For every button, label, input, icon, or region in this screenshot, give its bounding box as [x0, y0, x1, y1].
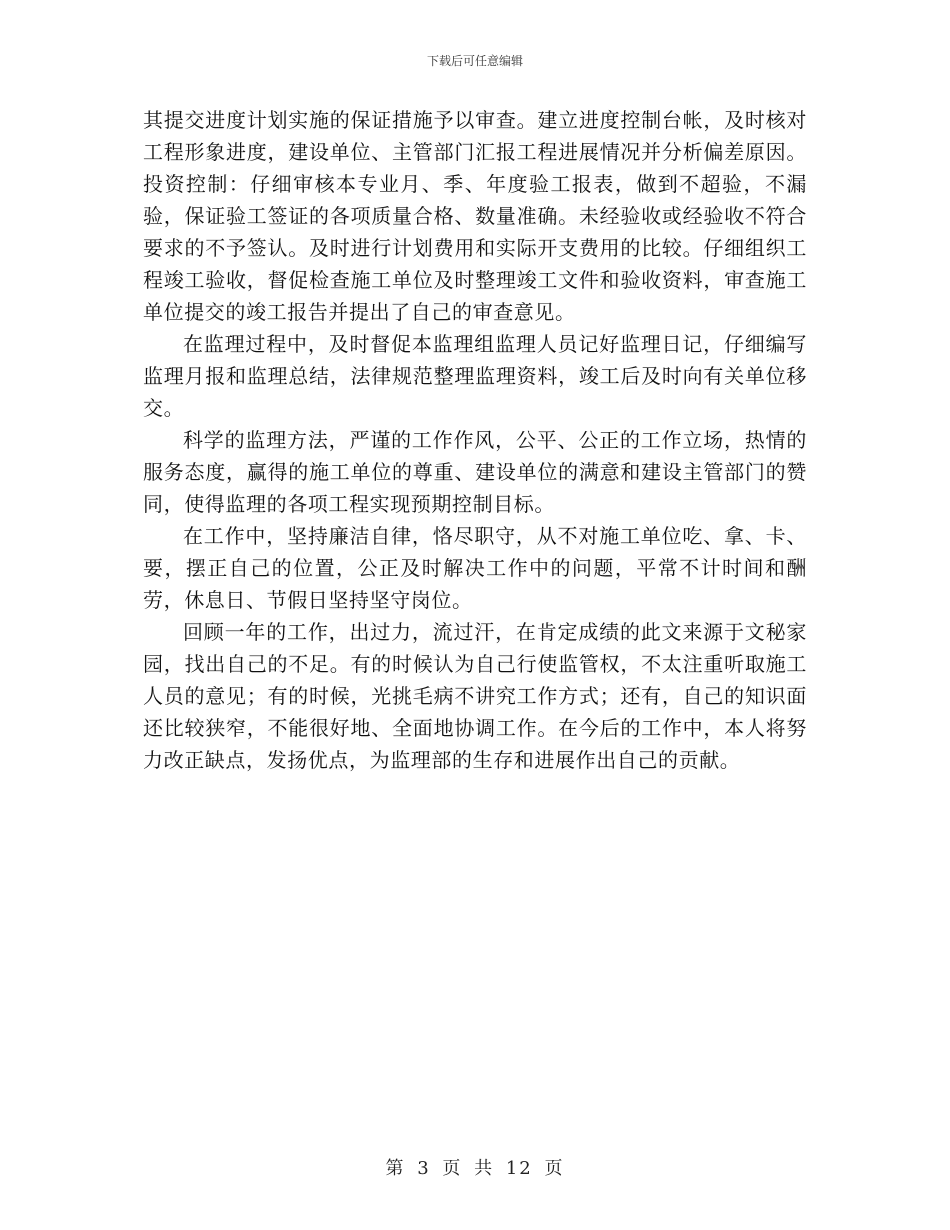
document-body: [143, 104, 807, 776]
body-paragraph-3: 科学的监理方法，严谨的工作作风，公平、公正的工作立场，热情的服务态度，赢得的施工单位的尊重、建设单位的满意和建设主管部门的赞同，使得监理的各项工程实现预期控制目标。: [143, 428, 807, 516]
body-paragraph-5: 回顾一年的工作，出过力，流过汗，在肯定成绩的此文来源于文秘家园，找出自己的不足。有的时候认为自己行使监管权，不太注重听取施工人员的意见；有的时候，光挑毛病不讲究工作方式；还有，自己的知识面还比较狭窄，不能很好地、全面地协调工作。在今后的工作中，本人将努力改正缺点，发扬优点，为监理部的生存和进展作出自己的贡献。: [143, 620, 807, 772]
page-number-footer: 第 3 页 共 12 页: [385, 1158, 565, 1179]
body-paragraph-1: 其提交进度计划实施的保证措施予以审查。建立进度控制台帐，及时核对工程形象进度，建设单位、主管部门汇报工程进展情况并分析偏差原因。投资控制：仔细审核本专业月、季、年度验工报表，做到不超验，不漏验，保证验工签证的各项质量合格、数量准确。未经验收或经验收不符合要求的不予签认。及时进行计划费用和实际开支费用的比较。仔细组织工程竣工验收，督促检查施工单位及时整理竣工文件和验收资料，审查施工单位提交的竣工报告并提出了自己的审查意见。: [143, 108, 807, 324]
body-paragraph-2: 在监理过程中，及时督促本监理组监理人员记好监理日记，仔细编写监理月报和监理总结，法律规范整理监理资料，竣工后及时向有关单位移交。: [143, 332, 807, 420]
page-header-note: 下载后可任意编辑: [426, 54, 523, 68]
body-paragraph-4: 在工作中，坚持廉洁自律，恪尽职守，从不对施工单位吃、拿、卡、要，摆正自己的位置，公正及时解决工作中的问题，平常不计时间和酬劳，休息日、节假日坚持坚守岗位。: [143, 524, 807, 612]
